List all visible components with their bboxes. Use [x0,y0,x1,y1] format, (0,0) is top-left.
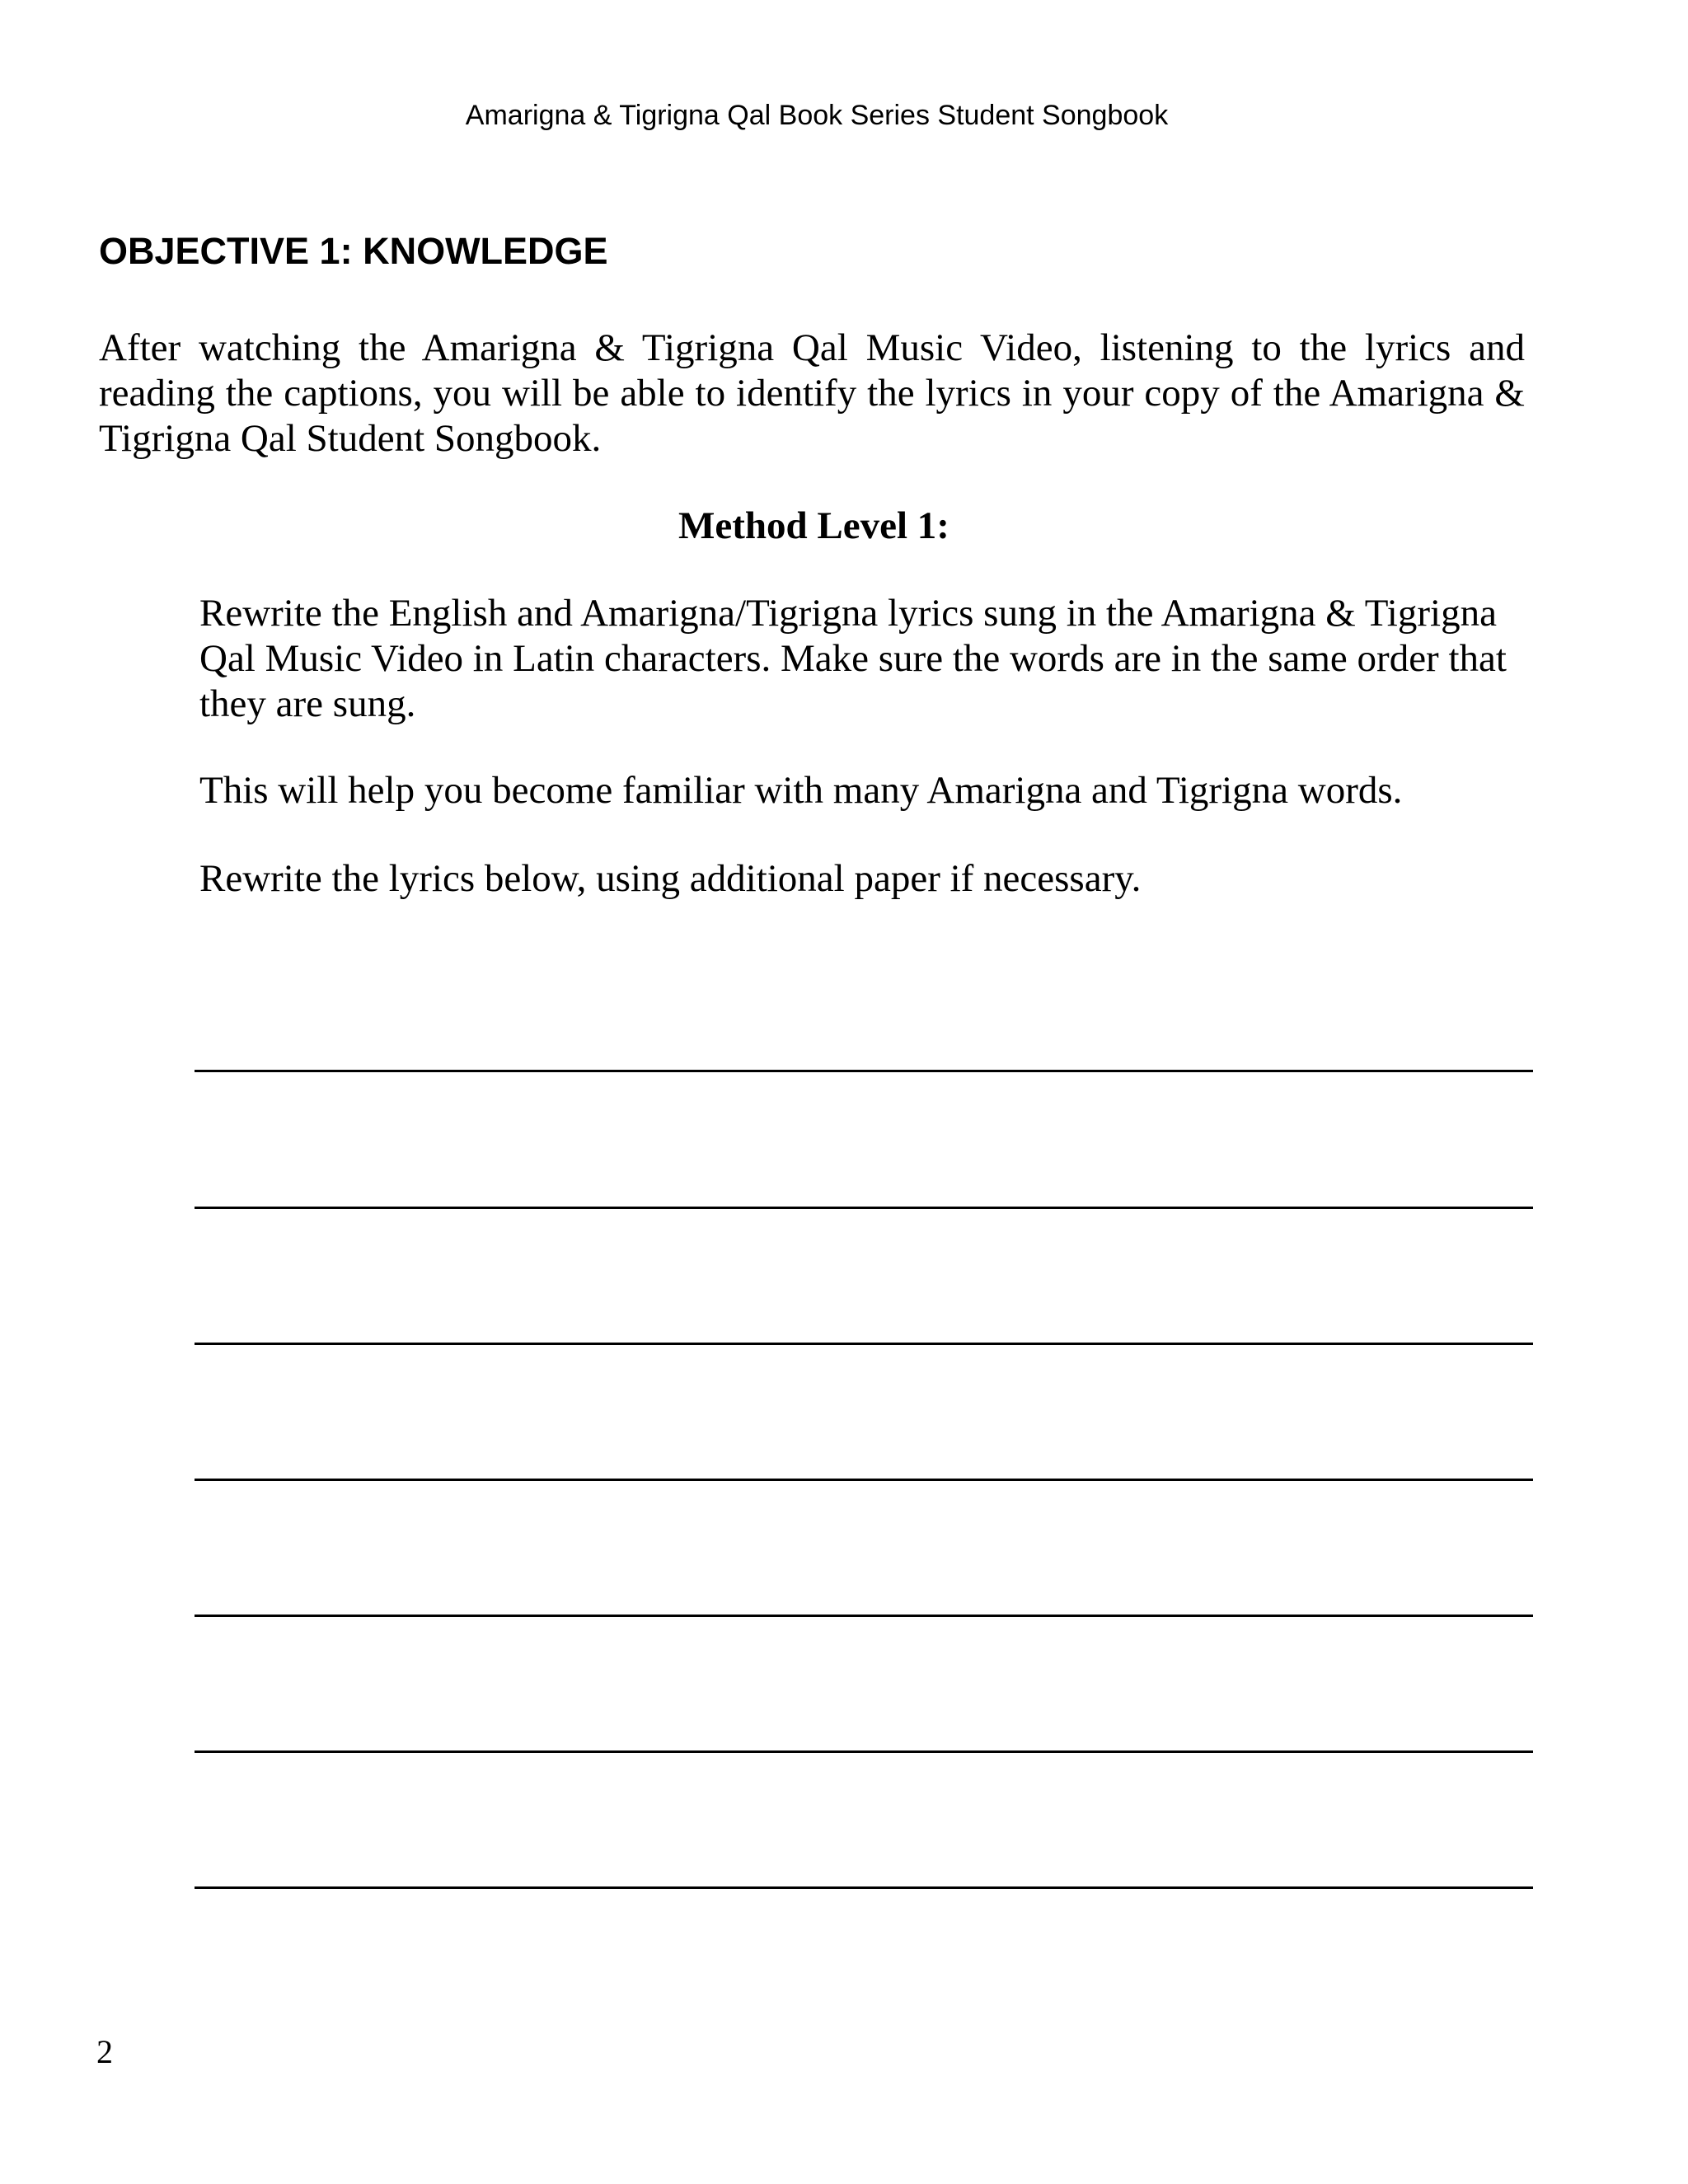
writing-line-6 [195,1750,1533,1753]
lyrics-rewrite-instruction: Rewrite the English and Amarigna/Tigrigna lyrics sung in the Amarigna & Tigrigna Qal Music Video in Latin characters. Make sure the words are in the same order that they are sung. [199,592,1507,725]
writing-line-5 [195,1615,1533,1617]
writing-line-2 [195,1207,1533,1209]
writing-line-7 [195,1886,1533,1889]
writing-line-1 [195,1070,1533,1072]
paper-instruction: Rewrite the lyrics below, using additional paper if necessary. [199,857,1142,900]
running-header: Amarigna & Tigrigna Qal Book Series Student Songbook [465,100,1169,131]
page-number: 2 [96,2033,113,2070]
method-level-title: Method Level 1: [678,504,950,547]
writing-line-4 [195,1479,1533,1481]
familiarity-note: This will help you become familiar with many Amarigna and Tigrigna words. [199,769,1403,812]
writing-line-3 [195,1343,1533,1345]
objective-intro-paragraph: After watching the Amarigna & Tigrigna Qal Music Video, listening to the lyrics and reading the captions, you will be able to identify the lyrics in your copy of the Amarigna & Tigrigna Qal Student Songbook. [99,326,1525,460]
objective-heading: OBJECTIVE 1: KNOWLEDGE [99,230,608,272]
